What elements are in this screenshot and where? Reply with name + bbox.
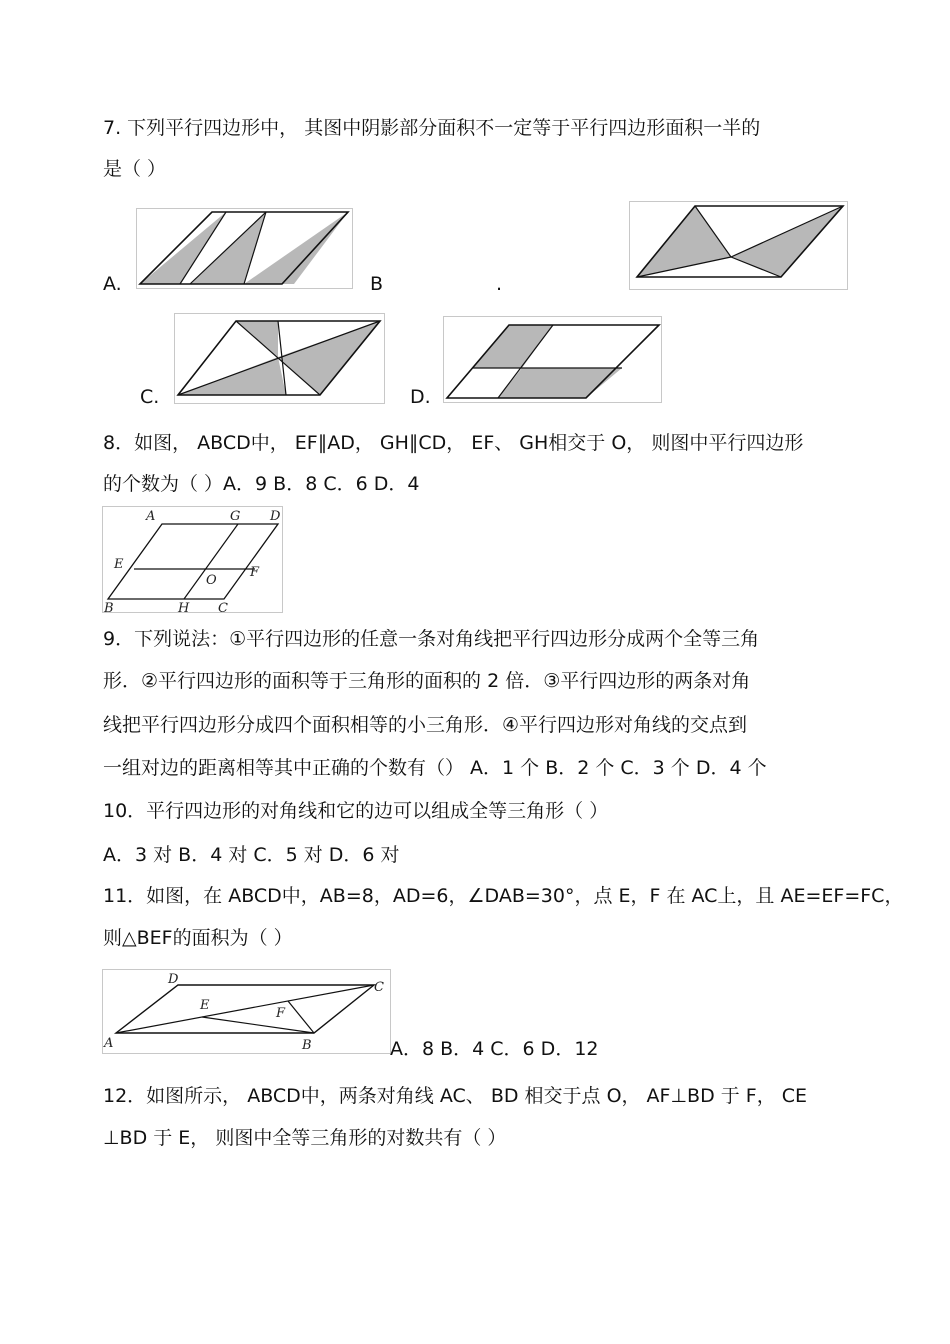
q7b-shade-right [731, 206, 843, 277]
q11-line1: 11．如图，在 ABCD中，AB=8，AD=6，∠DAB=30°，点 E，F 在 AC上，且 AE=EF=FC， [103, 885, 904, 907]
q8-label-h: H [178, 601, 190, 614]
q7-figure-c [174, 313, 386, 405]
q7-figure-d [443, 316, 663, 404]
q10-line2: A．3 对 B．4 对 C．5 对 D．6 对 [103, 844, 400, 866]
q8-figure [102, 506, 284, 614]
q8-line1: 8．如图， ABCD中， EF∥AD， GH∥CD， EF、 GH相交于 O， 则图中平行四边形 [103, 432, 804, 454]
q7-line1: 7. 下列平行四边形中， 其图中阴影部分面积不一定等于平行四边形面积一半的 [103, 117, 761, 139]
q9-line1: 9．下列说法：①平行四边形的任意一条对角线把平行四边形分成两个全等三角 [103, 628, 760, 650]
q8-label-a: A [146, 509, 156, 524]
q11-label-b: B [302, 1038, 312, 1053]
q11-line2: 则△BEF的面积为（ ） [103, 927, 293, 949]
q7-option-a-label: A. [103, 273, 122, 295]
q11-options: A．8 B．4 C．6 D．12 [390, 1038, 599, 1060]
q11-label-d: D [168, 972, 179, 987]
q11-label-a: A [104, 1036, 114, 1051]
q7-option-b-dot: . [496, 273, 503, 295]
q8-label-g: G [230, 509, 241, 524]
q7-option-c-label: C. [140, 386, 160, 408]
q8-label-c: C [218, 601, 228, 614]
q7-option-b-label: B [370, 273, 384, 295]
q8-label-d: D [270, 509, 281, 524]
q11-label-c: C [374, 980, 384, 995]
q8-label-b: B [104, 601, 114, 614]
q9-line3: 线把平行四边形分成四个面积相等的小三角形．④平行四边形对角线的交点到 [103, 714, 748, 736]
q11-figure [102, 969, 392, 1055]
q8-label-o: O [206, 573, 217, 588]
q8-label-e: E [114, 557, 124, 572]
q12-line1: 12．如图所示， ABCD中，两条对角线 AC、 BD 相交于点 O， AF⊥BD 于 F， CE [103, 1085, 808, 1107]
q7b-shade-left [637, 206, 731, 277]
q9-line4: 一组对边的距离相等其中正确的个数有（） A．1 个 B．2 个 C．3 个 D．4 个 [103, 757, 767, 779]
q11-label-f: F [276, 1006, 286, 1021]
q8-line2: 的个数为（ ）A．9 B．8 C．6 D．4 [103, 473, 420, 495]
q10-line1: 10．平行四边形的对角线和它的边可以组成全等三角形（ ） [103, 800, 609, 822]
q7d-shade-top [473, 325, 553, 368]
q7-option-d-label: D. [410, 386, 431, 408]
q7-figure-a [136, 208, 354, 290]
q7-line2: 是（ ） [103, 158, 167, 180]
q9-line2: 形．②平行四边形的面积等于三角形的面积的 2 倍．③平行四边形的两条对角 [103, 670, 751, 692]
q7-figure-b [629, 201, 849, 291]
q8-label-f: F [250, 565, 260, 580]
q11-label-e: E [200, 998, 210, 1013]
q12-line2: ⊥BD 于 E， 则图中全等三角形的对数共有（ ） [103, 1127, 507, 1149]
